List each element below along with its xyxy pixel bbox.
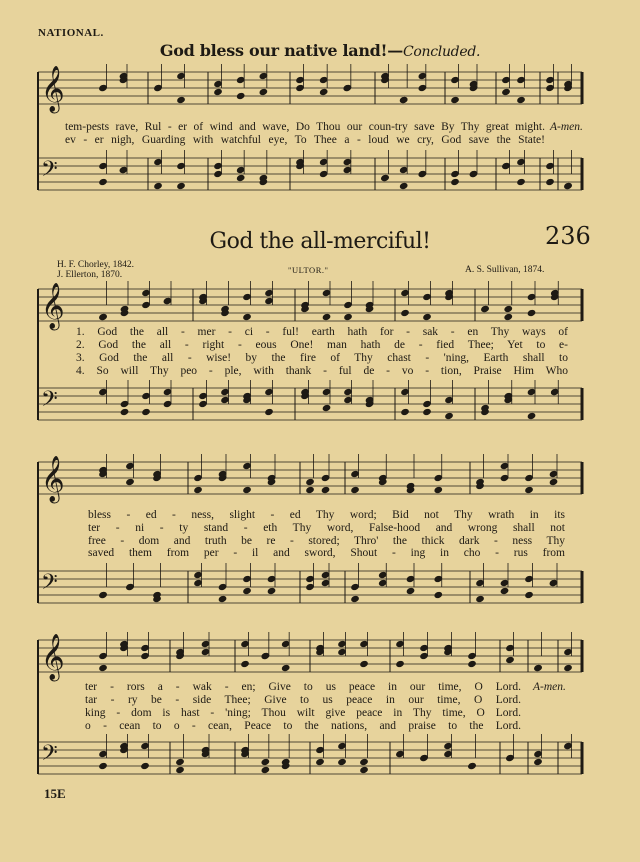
note-head [503,305,513,313]
lyric-line: ter - rors a - wak - en; Give to us peace in our time, O Lord. [85,681,521,693]
lyric-line: bless - ed - ness, slight - ed Thy word; Bid not Thy wrath in its [88,509,565,521]
lyric-line: free - dom and truth be re - stored; Thro' the thick dark - ness Thy [88,535,565,547]
note-head [343,313,353,321]
note-head [399,182,409,190]
note-head [242,587,252,595]
note-head [98,664,108,672]
lyric-line: king - dom is hast - 'ning; Thou wilt give peace in Thy time, O Lord. [85,707,521,719]
note-head [480,305,490,313]
note-head [98,591,108,599]
note-head [193,486,203,494]
note-head [380,174,390,182]
note-head [533,758,543,766]
note-head [533,664,543,672]
note-head [406,587,416,595]
lyric-line: ev - er nigh, Guarding with watchful eye, To Thee a - loud we cry, God save the State! [65,134,545,146]
note-head [322,404,332,412]
hymn-title-concluded [0,41,640,60]
bass-clef-icon: 𝄢 [41,387,58,417]
note-head [242,313,252,321]
note-head [475,595,485,603]
treble-clef-icon: 𝄞 [41,634,65,680]
note-head [500,587,510,595]
author-credit: J. Ellerton, 1870. [57,270,123,280]
note-head [305,486,315,494]
title-text: God bless our native land!— [159,41,403,60]
author-credit: H. F. Chorley, 1842. [57,260,134,270]
note-head [524,591,534,599]
note-head [261,758,271,766]
bass-clef-icon: 𝄢 [41,157,58,187]
section-heading: NATIONAL. [38,27,104,39]
note-head [213,88,223,96]
treble-clef-icon: 𝄞 [41,66,65,112]
note-head [450,178,460,186]
note-head [120,408,130,416]
note-head [141,408,151,416]
note-head [261,766,271,774]
lyric-line: 4. So will Thy peo - ple, with thank - ful de - vo - tion, Praise Him Who [76,365,568,377]
note-head [259,88,269,96]
footer-mark: 15E [44,786,66,801]
note-head [359,766,369,774]
note-head [524,486,534,494]
note-head [503,313,513,321]
note-head [433,591,443,599]
hymn-number: 236 [545,222,591,250]
bass-clef-icon: 𝄢 [41,741,58,771]
note-head [236,174,246,182]
note-head [305,478,315,486]
note-head [98,178,108,186]
note-head [467,660,477,668]
note-head [267,587,277,595]
note-head [236,92,246,100]
treble-clef-icon: 𝄞 [41,283,65,329]
note-head [400,309,410,317]
composer-credit: A. S. Sullivan, 1874. [465,265,545,275]
lyric-line: saved them from per - il and sword, Shout - ing in cho - rus from [88,547,565,559]
note-head [175,758,185,766]
note-head [319,88,329,96]
note-head [350,595,360,603]
note-head [176,96,186,104]
note-head [264,408,274,416]
hymn-title: God the all-merciful! [209,229,431,254]
note-head [281,664,291,672]
lyric-line: 2. God the all - right - eous One! man hath de - fied Thee; Yet to e- [76,339,568,351]
lyric-line: 1. God the all - mer - ci - ful! earth hath for - sak - en Thy ways of [76,326,568,338]
note-head [242,486,252,494]
note-head [563,182,573,190]
lyric-line: tar - ry be - side Thee; Give to us peace in our time, O Lord. [85,694,521,706]
note-head [545,178,555,186]
note-head [444,412,454,420]
note-head [315,758,325,766]
note-head [240,660,250,668]
lyric-line: o - cean to o - cean, Peace to the nations, and praise to the Lord. [85,720,521,732]
note-head [516,178,526,186]
note-head [218,595,228,603]
treble-clef-icon: 𝄞 [41,456,65,502]
bass-clef-icon: 𝄢 [41,570,58,600]
note-head [176,182,186,190]
note-head [98,762,108,770]
note-head [450,96,460,104]
note-head [549,478,559,486]
title-suffix: Concluded. [402,44,481,60]
amen-text: A-men. [533,681,566,693]
tune-name: "ULTOR." [288,265,329,275]
note-head [175,766,185,774]
note-head [98,313,108,321]
note-head [153,182,163,190]
note-head [359,660,369,668]
note-head [467,762,477,770]
note-head [516,96,526,104]
lyric-line: 3. God the all - wise! by the fire of Thy chast - 'ning, Earth shall to [76,352,568,364]
note-head [321,486,331,494]
note-head [350,486,360,494]
note-head [422,408,432,416]
note-head [359,758,369,766]
lyric-line: ter - ni - ty stand - eth Thy word, False-hood and wrong shall not [88,522,565,534]
note-head [400,408,410,416]
note-head [395,660,405,668]
note-head [322,313,332,321]
lyric-line: tem-pests rave, Rul - er of wind and wave, Do Thou our coun-try save By Thy great might. [65,121,545,133]
note-head [563,664,573,672]
note-head [505,656,515,664]
note-head [433,486,443,494]
amen-text: A-men. [550,121,583,133]
note-head [140,762,150,770]
note-head [422,313,432,321]
note-head [501,88,511,96]
note-head [337,758,347,766]
note-head [399,96,409,104]
note-head [527,309,537,317]
note-head [125,478,135,486]
note-head [527,412,537,420]
